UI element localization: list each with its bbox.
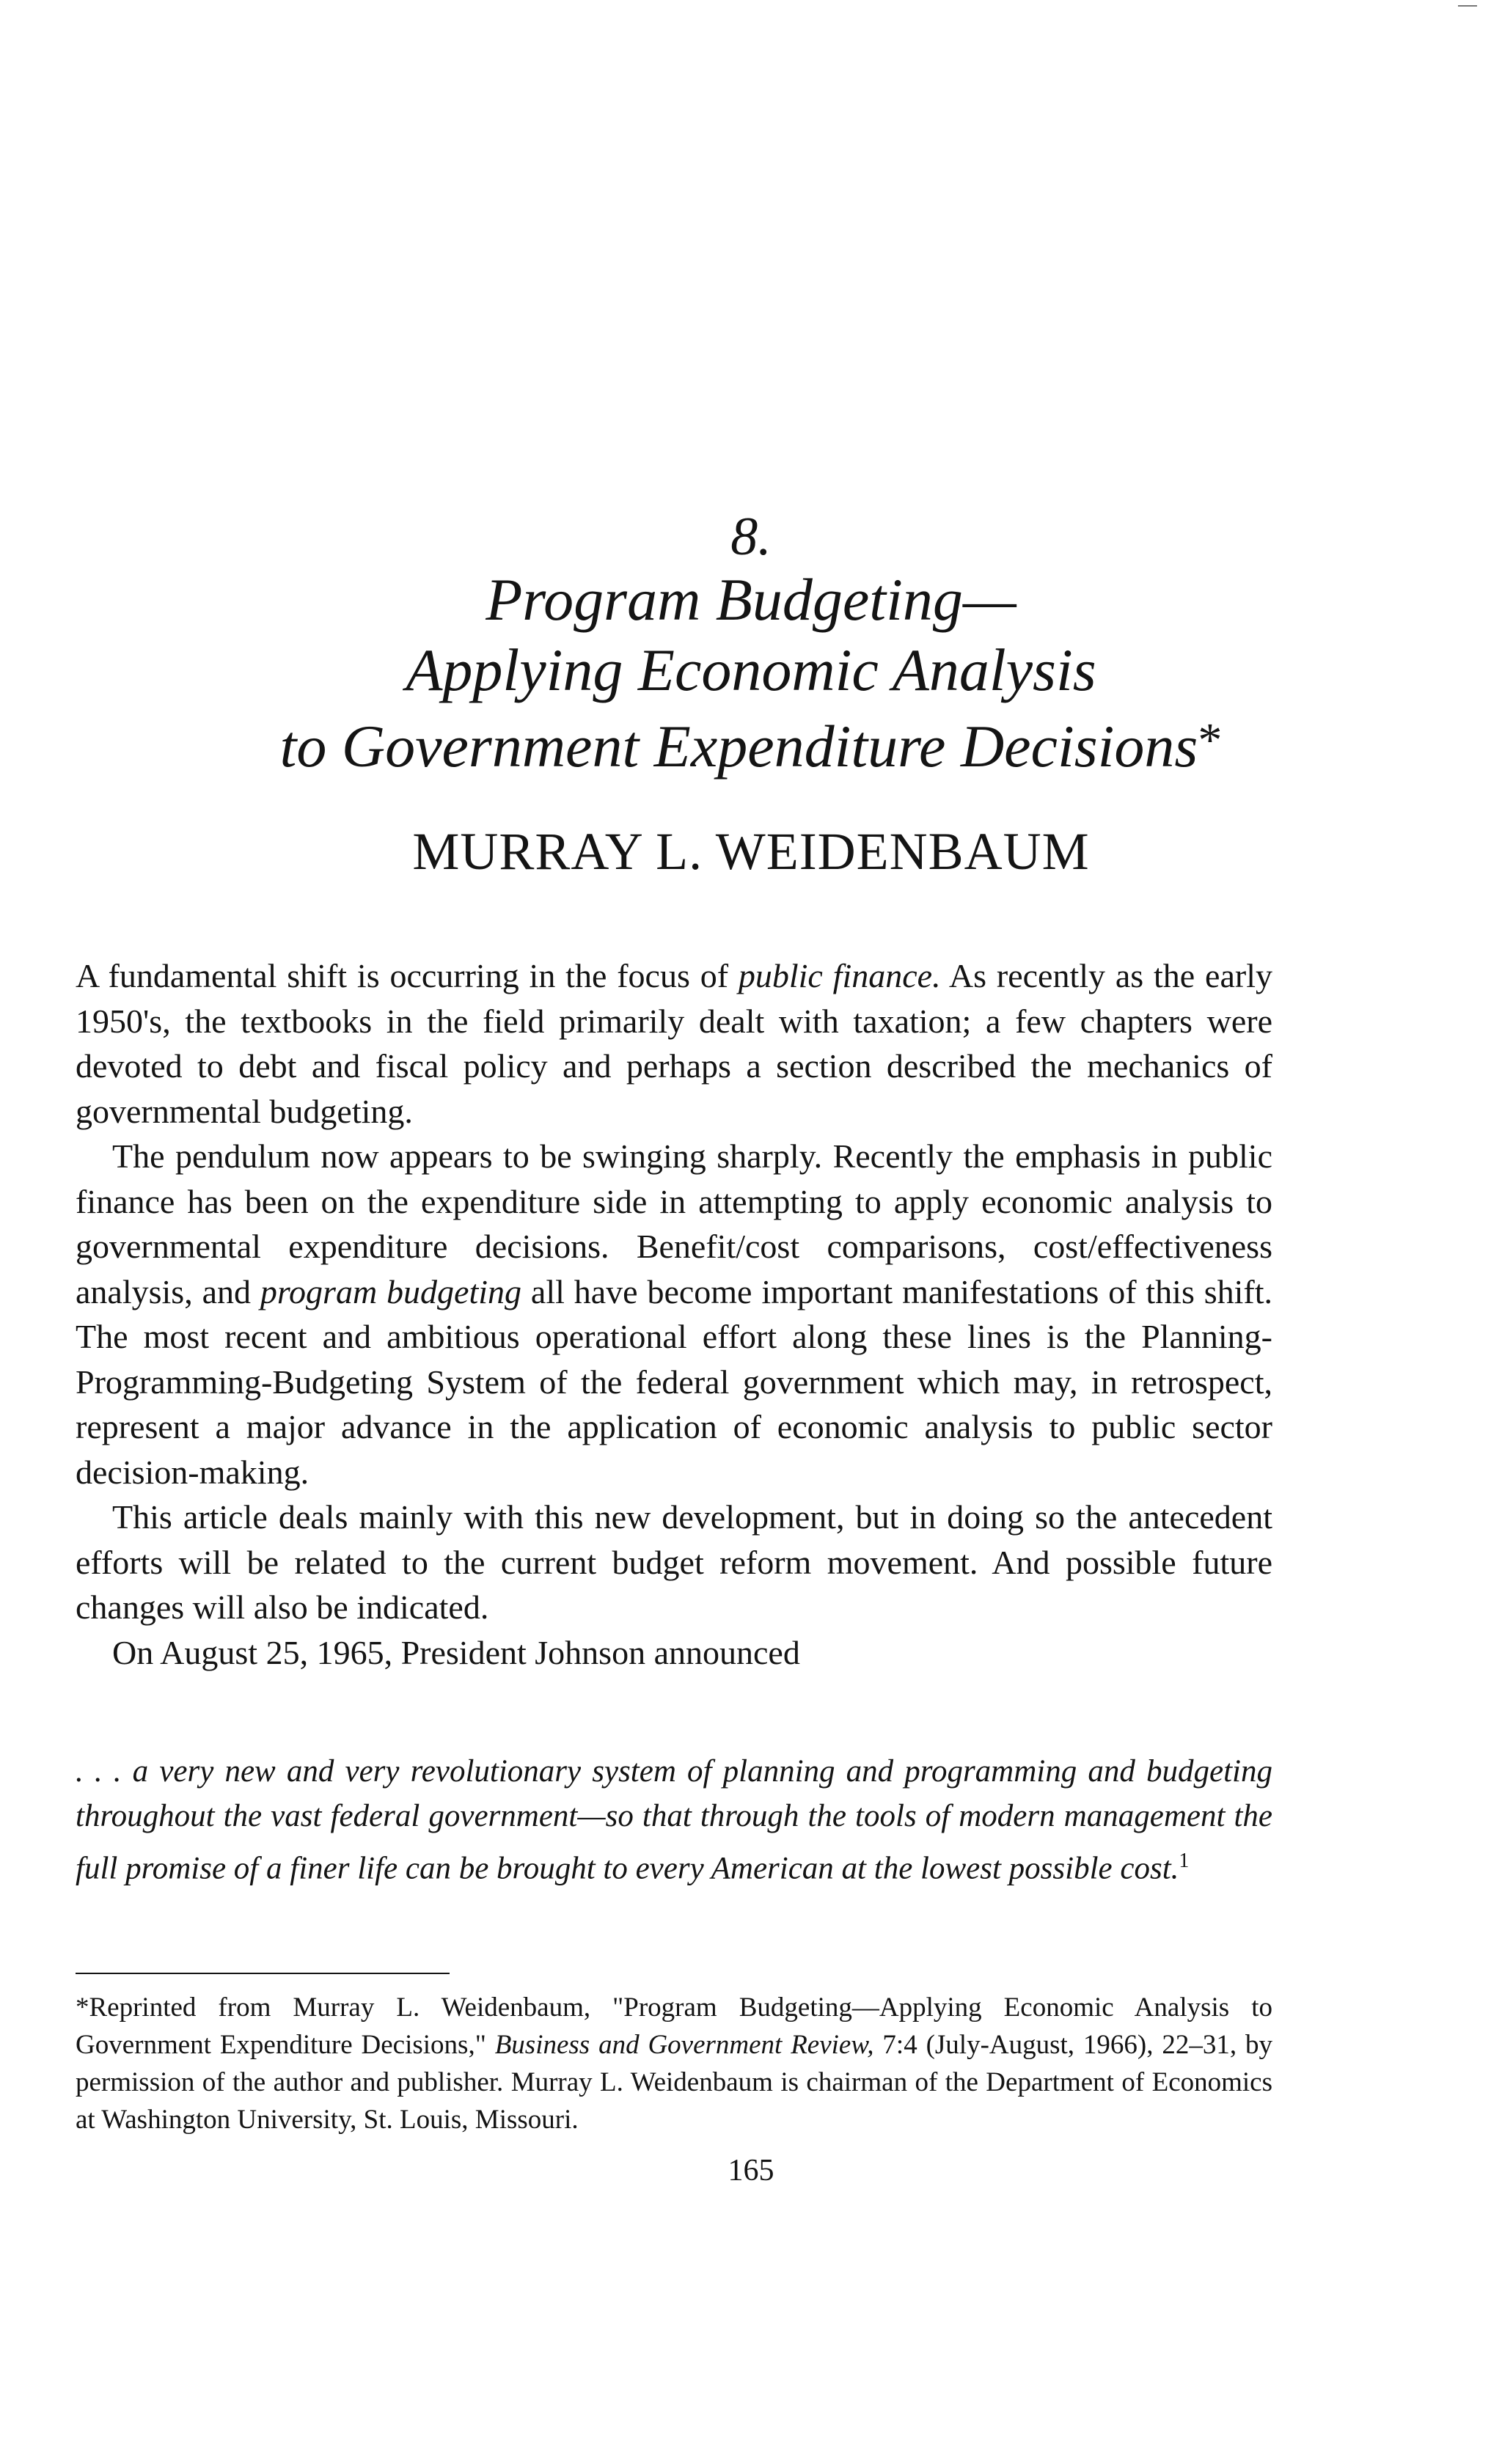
paragraph-1-emphasis: public finance. (738, 957, 941, 994)
paragraph-3: This article deals mainly with this new development, but in doing so the antecedent efforts will be related to the current budget reform movement. And possible future changes will also be indicated. (76, 1498, 1272, 1626)
title-line-3 (0, 705, 1502, 782)
chapter-title (0, 565, 1502, 782)
author-name: MURRAY L. WEIDENBAUM (412, 822, 1090, 881)
title-line-1: Program Budgeting— (486, 566, 1016, 633)
paragraph-4: On August 25, 1965, President Johnson announced (112, 1633, 800, 1671)
paragraph-2 (76, 1134, 1272, 1495)
quote-note-ref: 1 (1179, 1849, 1190, 1872)
paragraph-1-text-b: As recently as the early 1950's, the textbooks in the field primarily dealt with taxation; a few chapters were devoted to debt and fiscal policy and perhaps a section described the mechanics of governmental budgeting. (76, 957, 1272, 1130)
title-line-3-text: to Government Expenditure Decisions (279, 713, 1198, 780)
chapter-number: 8. (730, 507, 772, 567)
footnote-text-a: *Reprinted from Murray L. Weidenbaum, "Program Budgeting—Applying Economic Analysis to Government Expenditure Decisions," (76, 1992, 1272, 2060)
paragraph-2-emphasis: program budgeting (260, 1272, 522, 1310)
page-number: 165 (728, 2154, 774, 2188)
footnote-divider (76, 1973, 450, 1974)
article-body (76, 953, 1272, 1675)
footnote (76, 1989, 1272, 2138)
title-line-2: Applying Economic Analysis (406, 637, 1096, 703)
block-quote (76, 1749, 1272, 1891)
scan-mark-icon (1455, 0, 1480, 25)
paragraph-2-text-b: all have become important manifestations of this shift. The most recent and ambitious operational effort along these lines is the Planning-Programming-Budgeting System of the federal government which may, in retrospect, represent a major advance in the application of economic analysis to public sector decision-making. (76, 1272, 1272, 1491)
paragraph-2-text-a: The pendulum now appears to be swinging sharply. Recently the emphasis in public finance has been on the expenditure side in attempting to apply economic analysis to governmental expenditure decisions. Benefit/cost comparisons, cost/effectiveness analysis, and (76, 1137, 1272, 1310)
title-footnote-marker: * (1198, 714, 1223, 767)
quote-text: . . . a very new and very revolutionary system of planning and programming and budgeting throughout the vast federal government—so that through the tools of modern management the full promise of a finer life can be brought to every American at the lowest possible cost. (76, 1754, 1272, 1886)
footnote-journal: Business and Government Review, (494, 2030, 874, 2060)
footnote-text-b: 7:4 (July-August, 1966), 22–31, by permission of the author and publisher. Murray L. Weidenbaum is chairman of the Department of Economics at Washington University, St. Louis, Missouri. (76, 2030, 1273, 2135)
paragraph-1 (76, 953, 1272, 1134)
paragraph-1-text-a: A fundamental shift is occurring in the focus of (76, 957, 739, 994)
